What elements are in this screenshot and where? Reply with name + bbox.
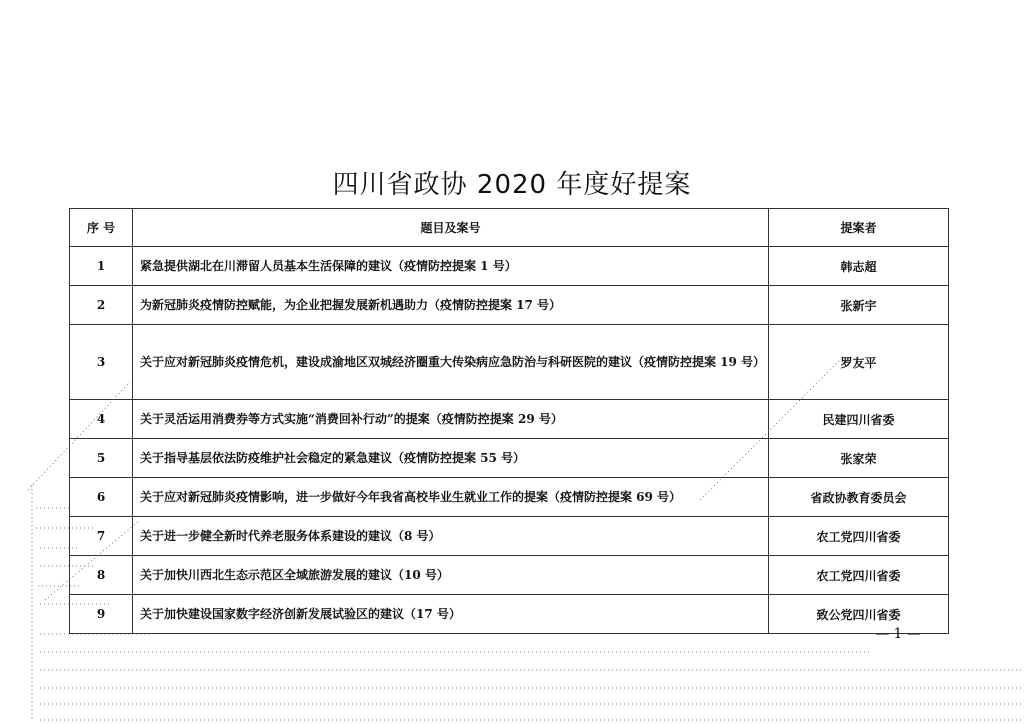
row-seq: 4 [70,400,133,439]
row-proposer: 韩志超 [769,247,949,286]
table-row [70,286,949,325]
page-number: — 1 — [875,626,921,642]
row-proposer: 民建四川省委 [769,400,949,439]
row-proposer: 张新宇 [769,286,949,325]
row-seq: 7 [70,517,133,556]
row-seq: 6 [70,478,133,517]
row-subject: 关于进一步健全新时代养老服务体系建设的建议（8 号） [133,517,769,556]
row-seq: 8 [70,556,133,595]
row-subject: 关于灵活运用消费券等方式实施“消费回补行动”的提案（疫情防控提案 29 号） [133,400,769,439]
table-row [70,556,949,595]
row-subject: 关于应对新冠肺炎疫情危机，建设成渝地区双城经济圈重大传染病应急防治与科研医院的建议（疫情防控提案 19 号） [133,325,769,400]
row-proposer: 省政协教育委员会 [769,478,949,517]
row-seq: 3 [70,325,133,400]
document-title: 四川省政协 2020 年度好提案 [332,170,692,200]
table-row [70,247,949,286]
row-subject: 关于加快川西北生态示范区全域旅游发展的建议（10 号） [133,556,769,595]
header-proposer: 提案者 [769,209,949,247]
row-proposer: 罗友平 [769,325,949,400]
row-subject: 关于指导基层依法防疫维护社会稳定的紧急建议（疫情防控提案 55 号） [133,439,769,478]
header-seq: 序 号 [70,209,133,247]
table-row [70,478,949,517]
row-seq: 5 [70,439,133,478]
table-row [70,439,949,478]
row-seq: 9 [70,595,133,634]
table-row [70,517,949,556]
row-proposer: 农工党四川省委 [769,517,949,556]
table-row [70,595,949,634]
row-subject: 关于加快建设国家数字经济创新发展试验区的建议（17 号） [133,595,769,634]
table-header-row [70,209,949,247]
row-subject: 关于应对新冠肺炎疫情影响，进一步做好今年我省高校毕业生就业工作的提案（疫情防控提案 69 号） [133,478,769,517]
row-subject: 紧急提供湖北在川滞留人员基本生活保障的建议（疫情防控提案 1 号） [133,247,769,286]
row-proposer: 致公党四川省委 [769,595,949,634]
header-subject: 题目及案号 [133,209,769,247]
row-seq: 1 [70,247,133,286]
row-seq: 2 [70,286,133,325]
row-subject: 为新冠肺炎疫情防控赋能，为企业把握发展新机遇助力（疫情防控提案 17 号） [133,286,769,325]
table-row [70,400,949,439]
row-proposer: 张家荣 [769,439,949,478]
row-proposer: 农工党四川省委 [769,556,949,595]
table-row [70,325,949,400]
proposal-table [69,208,949,634]
